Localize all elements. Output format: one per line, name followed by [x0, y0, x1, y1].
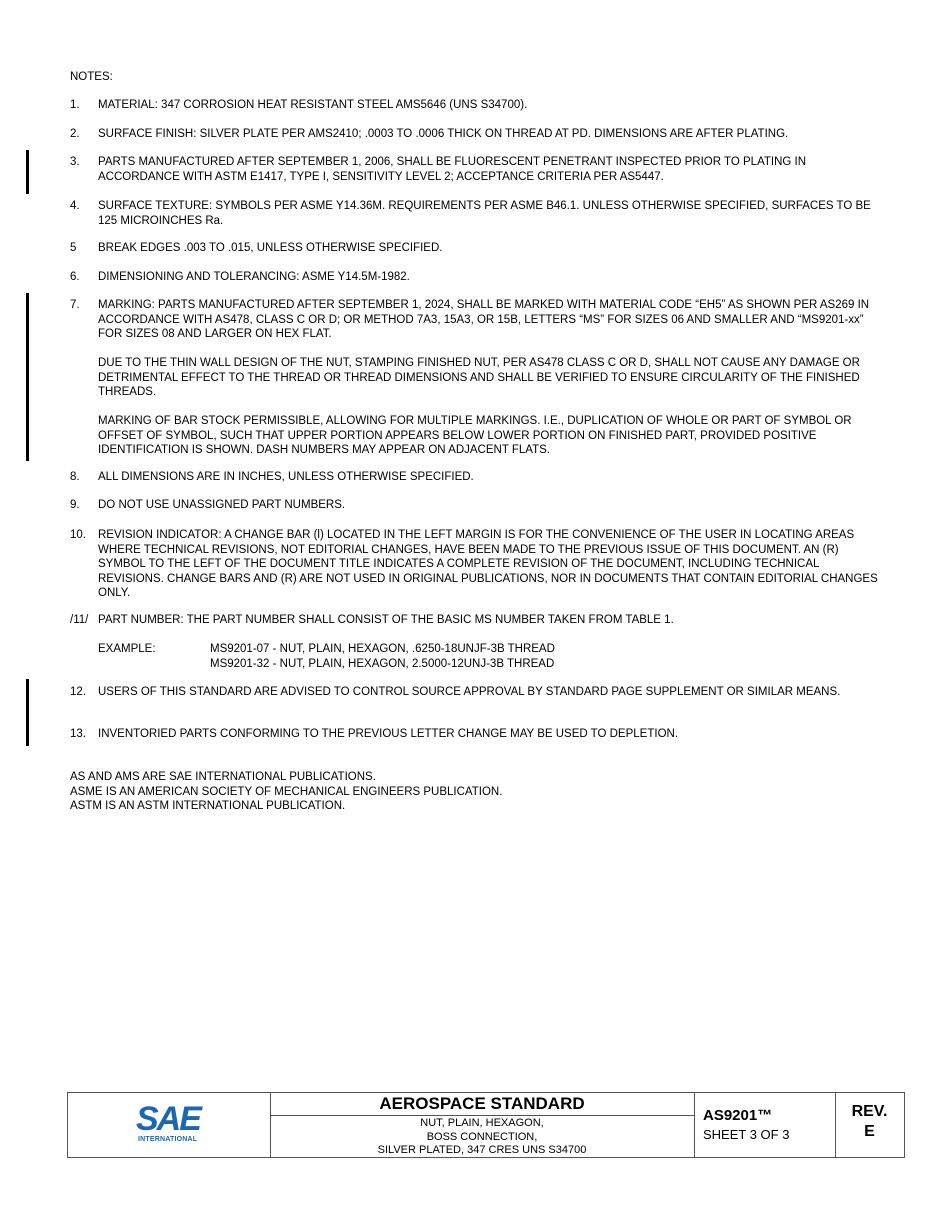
standard-type: AEROSPACE STANDARD — [270, 1093, 694, 1116]
note-number: 9. — [70, 499, 80, 511]
note-2 — [70, 127, 885, 142]
note-3 — [70, 155, 885, 184]
note-text: MATERIAL: 347 CORROSION HEAT RESISTANT STEEL AMS5646 (UNS S34700). — [98, 99, 528, 111]
note-text: INVENTORIED PARTS CONFORMING TO THE PREVIOUS LETTER CHANGE MAY BE USED TO DEPLETION. — [98, 728, 679, 740]
note-7 — [70, 298, 885, 458]
note-number: 13. — [70, 728, 86, 740]
note-text: DUE TO THE THIN WALL DESIGN OF THE NUT, STAMPING FINISHED NUT, PER AS478 CLASS C OR D, SHALL NOT CAUSE ANY DAMAGE OR DETRIMENTAL EFFECT TO THE THREAD OR THREAD DIMENSIONS AND SHALL BE VERIFIED TO ENSURE CIRCULARITY OF THE FINISHED THREADS. — [98, 357, 860, 398]
note-number: 4. — [70, 200, 80, 212]
title-cell — [270, 1093, 695, 1157]
note-number: 1. — [70, 99, 80, 111]
part-description — [270, 1117, 694, 1158]
publication-line: ASME IS AN AMERICAN SOCIETY OF MECHANICAL ENGINEERS PUBLICATION. — [70, 785, 503, 798]
note-10 — [70, 528, 885, 601]
note-number: 12. — [70, 686, 86, 698]
note-number: 5 — [70, 242, 77, 254]
note-number: 6. — [70, 271, 80, 283]
note-number: 3. — [70, 156, 80, 168]
note-8 — [70, 470, 885, 485]
title-block — [67, 1092, 905, 1158]
publication-line: ASTM IS AN ASTM INTERNATIONAL PUBLICATION. — [70, 800, 346, 812]
change-bar — [26, 150, 29, 194]
revision-label: REV. — [851, 1103, 888, 1120]
note-text: DIMENSIONING AND TOLERANCING: ASME Y14.5M-1982. — [98, 271, 410, 283]
note-6 — [70, 270, 885, 285]
note-text: BREAK EDGES .003 TO .015, UNLESS OTHERWISE SPECIFIED. — [98, 242, 443, 254]
document-number: AS9201™ — [703, 1107, 773, 1124]
change-bar — [26, 679, 29, 746]
revision-value: E — [864, 1123, 875, 1140]
description-line: BOSS CONNECTION, — [426, 1130, 538, 1143]
logo-text: SAE — [136, 1100, 200, 1134]
note-5 — [70, 241, 885, 256]
note-number: 7. — [70, 299, 80, 311]
note-1 — [70, 98, 885, 113]
change-bar — [26, 293, 29, 461]
sheet-number: SHEET 3 OF 3 — [703, 1127, 790, 1142]
note-11 — [70, 613, 885, 671]
example-line: MS9201-07 - NUT, PLAIN, HEXAGON, .6250-18UNJF-3B THREAD — [210, 643, 555, 655]
note-13 — [70, 727, 885, 742]
note-text: PART NUMBER: THE PART NUMBER SHALL CONSIST OF THE BASIC MS NUMBER TAKEN FROM TABLE 1. — [98, 614, 674, 626]
note-number: 2. — [70, 128, 80, 140]
publication-line: AS AND AMS ARE SAE INTERNATIONAL PUBLICATIONS. — [70, 771, 376, 783]
note-text: SURFACE TEXTURE: SYMBOLS PER ASME Y14.36M. REQUIREMENTS PER ASME B46.1. UNLESS OTHERWISE SPECIFIED, SURFACES TO BE 125 MICROINCHES Ra. — [98, 200, 871, 227]
note-text: DO NOT USE UNASSIGNED PART NUMBERS. — [98, 499, 346, 511]
document-cell — [694, 1093, 836, 1157]
note-9 — [70, 498, 885, 513]
note-text: MARKING: PARTS MANUFACTURED AFTER SEPTEMBER 1, 2024, SHALL BE MARKED WITH MATERIAL CODE “EH5” AS SHOWN PER AS269 IN ACCORDANCE WITH AS478, CLASS C OR D; OR METHOD 7A3, 15A3, OR 15B, LETTERS “MS” FOR SIZES 06 AND SMALLER AND “MS9201-xx” FOR SIZES 08 AND LARGER ON HEX FLAT. — [98, 299, 870, 340]
part-number-example — [98, 642, 885, 671]
publications-list — [70, 770, 502, 814]
example-label: EXAMPLE: — [98, 643, 156, 655]
note-text: MARKING OF BAR STOCK PERMISSIBLE, ALLOWING FOR MULTIPLE MARKINGS. I.E., DUPLICATION OF WHOLE OR PART OF SYMBOL OR OFFSET OF SYMBOL, SUCH THAT UPPER PORTION APPEARS BELOW LOWER PORTION ON FINISHED PART, PROVIDED POSITIVE IDENTIFICATION IS SHOWN. DASH NUMBERS MAY APPEAR ON ADJACENT FLATS. — [98, 415, 852, 456]
note-text: SURFACE FINISH: SILVER PLATE PER AMS2410; .0003 TO .0006 THICK ON THREAD AT PD. DIMENSIONS ARE AFTER PLATING. — [98, 128, 789, 140]
description-line: NUT, PLAIN, HEXAGON, — [420, 1117, 544, 1129]
note-text: USERS OF THIS STANDARD ARE ADVISED TO CONTROL SOURCE APPROVAL BY STANDARD PAGE SUPPLEMENT OR SIMILAR MEANS. — [98, 686, 841, 698]
logo-subtext: INTERNATIONAL — [138, 1136, 198, 1143]
revision-cell — [835, 1093, 904, 1157]
note-text: REVISION INDICATOR: A CHANGE BAR (l) LOCATED IN THE LEFT MARGIN IS FOR THE CONVENIENCE OF THE USER IN LOCATING AREAS WHERE TECHNICAL REVISIONS, NOT EDITORIAL CHANGES, HAVE BEEN MADE TO THE PREVIOUS ISSUE OF THIS DOCUMENT. AN (R) SYMBOL TO THE LEFT OF THE DOCUMENT TITLE INDICATES A COMPLETE REVISION OF THE DOCUMENT, INCLUDING TECHNICAL REVISIONS. CHANGE BARS AND (R) ARE NOT USED IN ORIGINAL PUBLICATIONS, NOR IN DOCUMENTS THAT CONTAIN EDITORIAL CHANGES ONLY. — [98, 529, 878, 599]
note-12 — [70, 685, 885, 700]
note-number: 8. — [70, 471, 80, 483]
sae-logo — [134, 1100, 204, 1134]
notes-heading: NOTES: — [70, 71, 113, 83]
note-text: PARTS MANUFACTURED AFTER SEPTEMBER 1, 2006, SHALL BE FLUORESCENT PENETRANT INSPECTED PRIOR TO PLATING IN ACCORDANCE WITH ASTM E1417, TYPE I, SENSITIVITY LEVEL 2; ACCEPTANCE CRITERIA PER AS5447. — [98, 156, 807, 183]
note-4 — [70, 199, 885, 228]
note-number: 10. — [70, 529, 86, 541]
example-line: MS9201-32 - NUT, PLAIN, HEXAGON, 2.5000-12UNJ-3B THREAD — [210, 657, 555, 670]
description-line: SILVER PLATED, 347 CRES UNS S34700 — [377, 1144, 587, 1156]
note-number: /11/ — [70, 614, 89, 626]
logo-cell — [68, 1093, 271, 1157]
note-text: ALL DIMENSIONS ARE IN INCHES, UNLESS OTHERWISE SPECIFIED. — [98, 471, 474, 483]
